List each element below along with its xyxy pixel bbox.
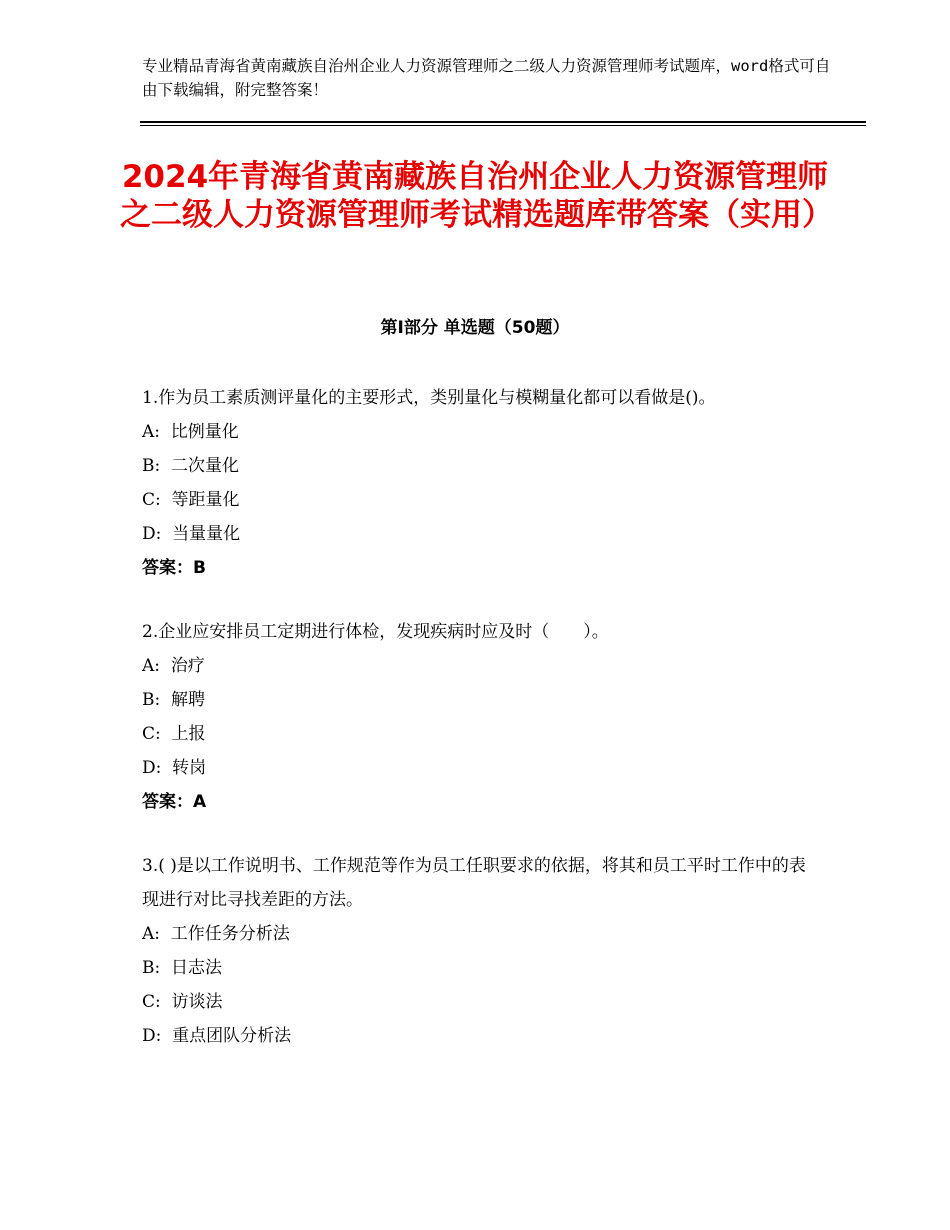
option-d: D: 当量量化 xyxy=(142,524,241,544)
answer: 答案：A xyxy=(142,792,207,812)
option-d: D: 转岗 xyxy=(142,758,207,778)
option-c: C: 访谈法 xyxy=(142,992,223,1012)
option-a: A: 比例量化 xyxy=(142,422,239,442)
answer: 答案：B xyxy=(142,558,206,578)
option-b: B: 日志法 xyxy=(142,958,223,978)
option-c: C: 等距量化 xyxy=(142,490,240,510)
option-c: C: 上报 xyxy=(142,724,206,744)
question-2 xyxy=(142,615,822,819)
header-rule-thin xyxy=(140,125,866,126)
question-3 xyxy=(142,849,822,1053)
question-1 xyxy=(142,381,822,585)
question-stem: 3.( )是以工作说明书、工作规范等作为员工任职要求的依据，将其和员工平时工作中的表现进行对比寻找差距的方法。 xyxy=(142,856,806,910)
header-rule-thick xyxy=(140,121,866,123)
header-note: 专业精品青海省黄南藏族自治州企业人力资源管理师之二级人力资源管理师考试题库，word格式可自由下载编辑，附完整答案！ xyxy=(142,57,831,99)
section-heading: 第Ⅰ部分 单选题（50题） xyxy=(380,318,570,338)
question-stem: 1.作为员工素质测评量化的主要形式，类别量化与模糊量化都可以看做是()。 xyxy=(142,388,716,408)
question-list xyxy=(142,381,822,1083)
option-a: A: 治疗 xyxy=(142,656,205,676)
question-stem: 2.企业应安排员工定期进行体检，发现疾病时应及时（ ）。 xyxy=(142,622,609,642)
option-b: B: 二次量化 xyxy=(142,456,240,476)
document-title: 2024年青海省黄南藏族自治州企业人力资源管理师之二级人力资源管理师考试精选题库带答案（实用） xyxy=(120,159,833,233)
option-a: A: 工作任务分析法 xyxy=(142,924,290,944)
option-b: B: 解聘 xyxy=(142,690,206,710)
option-d: D: 重点团队分析法 xyxy=(142,1026,292,1046)
